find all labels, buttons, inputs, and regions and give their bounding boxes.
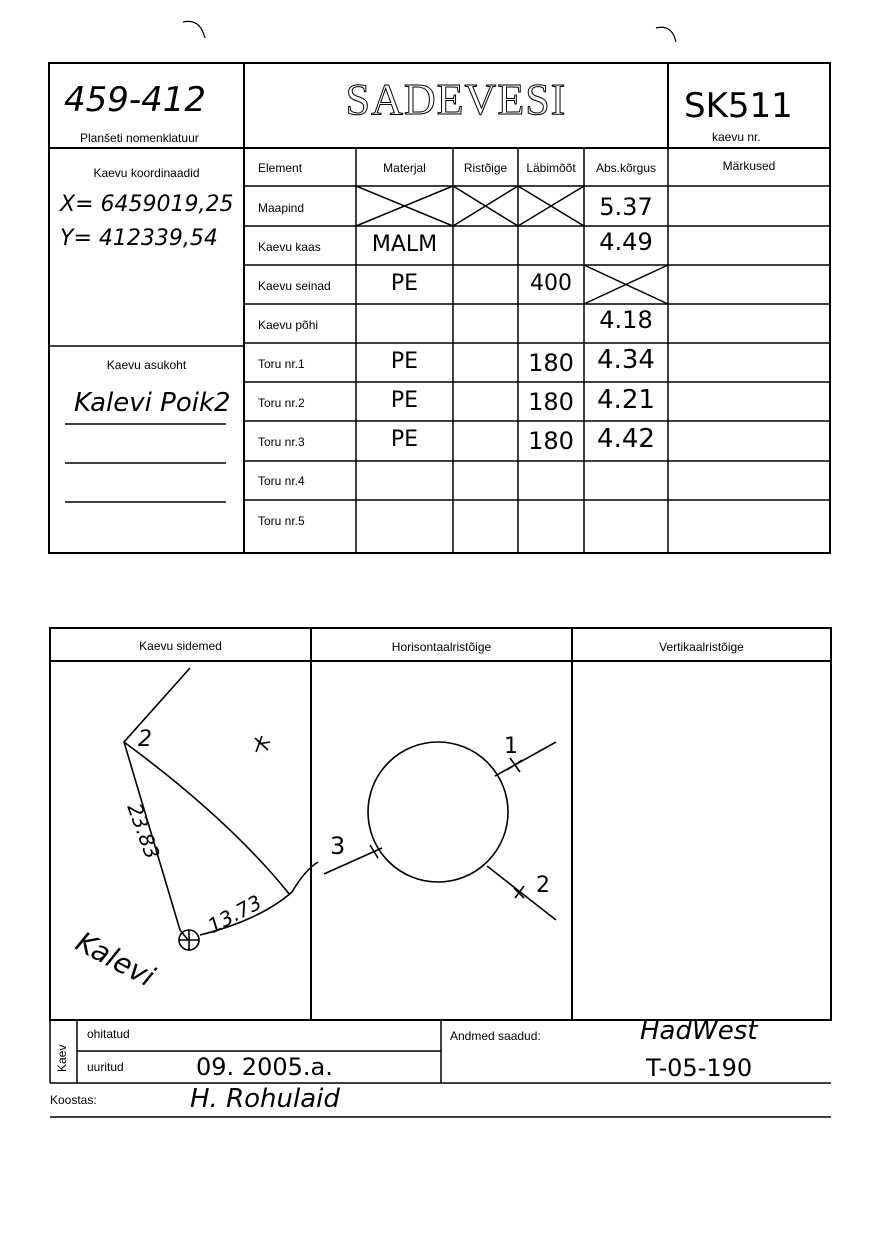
row-abs: 4.42 — [597, 424, 655, 454]
row-element: Kaevu kaas — [258, 240, 321, 254]
row-abs: 4.34 — [597, 345, 655, 375]
coords-label: Kaevu koordinaadid — [93, 166, 200, 180]
coord-x: X= 6459019,25 — [60, 192, 234, 217]
well-number: SK511 — [684, 86, 793, 126]
pipe-label-1: 1 — [504, 734, 518, 759]
row-element: Toru nr.1 — [258, 357, 305, 371]
sketch-header-vertical: Vertikaalristõige — [659, 640, 744, 654]
row-material: PE — [390, 388, 419, 413]
well-label: kaevu nr. — [712, 130, 761, 144]
sketch-header-ties: Kaevu sidemed — [139, 639, 222, 653]
row-material: PE — [390, 427, 419, 452]
tie-distance-a: 23.83 — [122, 800, 165, 863]
compiled-by: H. Rohulaid — [190, 1084, 340, 1114]
street-label: Kalevi — [70, 925, 161, 994]
row-element: Maapind — [258, 201, 305, 215]
row-element: Kaevu põhi — [258, 318, 319, 332]
kaev-label: Kaev — [55, 1044, 69, 1072]
row-material: PE — [390, 271, 419, 296]
row-element: Toru nr.2 — [258, 396, 305, 410]
row-material: MALM — [371, 232, 438, 257]
row-abs: 4.21 — [597, 385, 655, 415]
row-material: PE — [390, 349, 419, 374]
page-title: SADEVESI — [345, 75, 567, 124]
row-abs: 4.49 — [599, 228, 653, 256]
row-element: Kaevu seinad — [258, 279, 331, 293]
location-label: Kaevu asukoht — [106, 358, 187, 372]
row-abs: 5.37 — [599, 193, 653, 221]
row-element: Toru nr.5 — [258, 514, 305, 528]
measured-value: 09. 2005.a. — [196, 1053, 333, 1081]
row-element: Toru nr.3 — [258, 435, 305, 449]
col-abs: Abs.kõrgus — [595, 161, 657, 175]
row-element: Toru nr.4 — [258, 474, 305, 488]
location-value: Kalevi Poik2 — [74, 388, 231, 418]
data-code: T-05-190 — [646, 1054, 753, 1082]
col-cross: Ristõige — [463, 161, 508, 175]
tie-distance-b: 13.73 — [203, 889, 266, 939]
pipe-label-3: 3 — [330, 832, 346, 860]
row-diameter: 180 — [528, 349, 574, 377]
sheet-number: 459-412 — [64, 80, 207, 120]
row-diameter: 180 — [528, 427, 574, 455]
row-diameter: 400 — [530, 271, 572, 296]
checked-label: ohitatud — [87, 1027, 130, 1041]
sketch-header-horizontal: Horisontaalristõige — [391, 640, 492, 654]
data-label: Andmed saadud: — [450, 1029, 541, 1043]
pipe-label-2: 2 — [536, 873, 550, 898]
row-diameter: 180 — [528, 388, 574, 416]
col-element: Element — [258, 161, 303, 175]
sheet-label: Planšeti nomenklatuur — [80, 131, 199, 145]
col-material: Materjal — [383, 161, 426, 175]
data-source: HadWest — [640, 1016, 758, 1046]
coord-y: Y= 412339,54 — [60, 226, 218, 251]
compiled-label: Koostas: — [50, 1093, 97, 1107]
row-abs: 4.18 — [599, 306, 653, 334]
tie-point-label: 2 — [138, 727, 152, 752]
col-diameter: Läbimõõt — [526, 161, 576, 175]
col-notes: Märkused — [722, 159, 776, 173]
measured-label: uuritud — [87, 1060, 124, 1074]
